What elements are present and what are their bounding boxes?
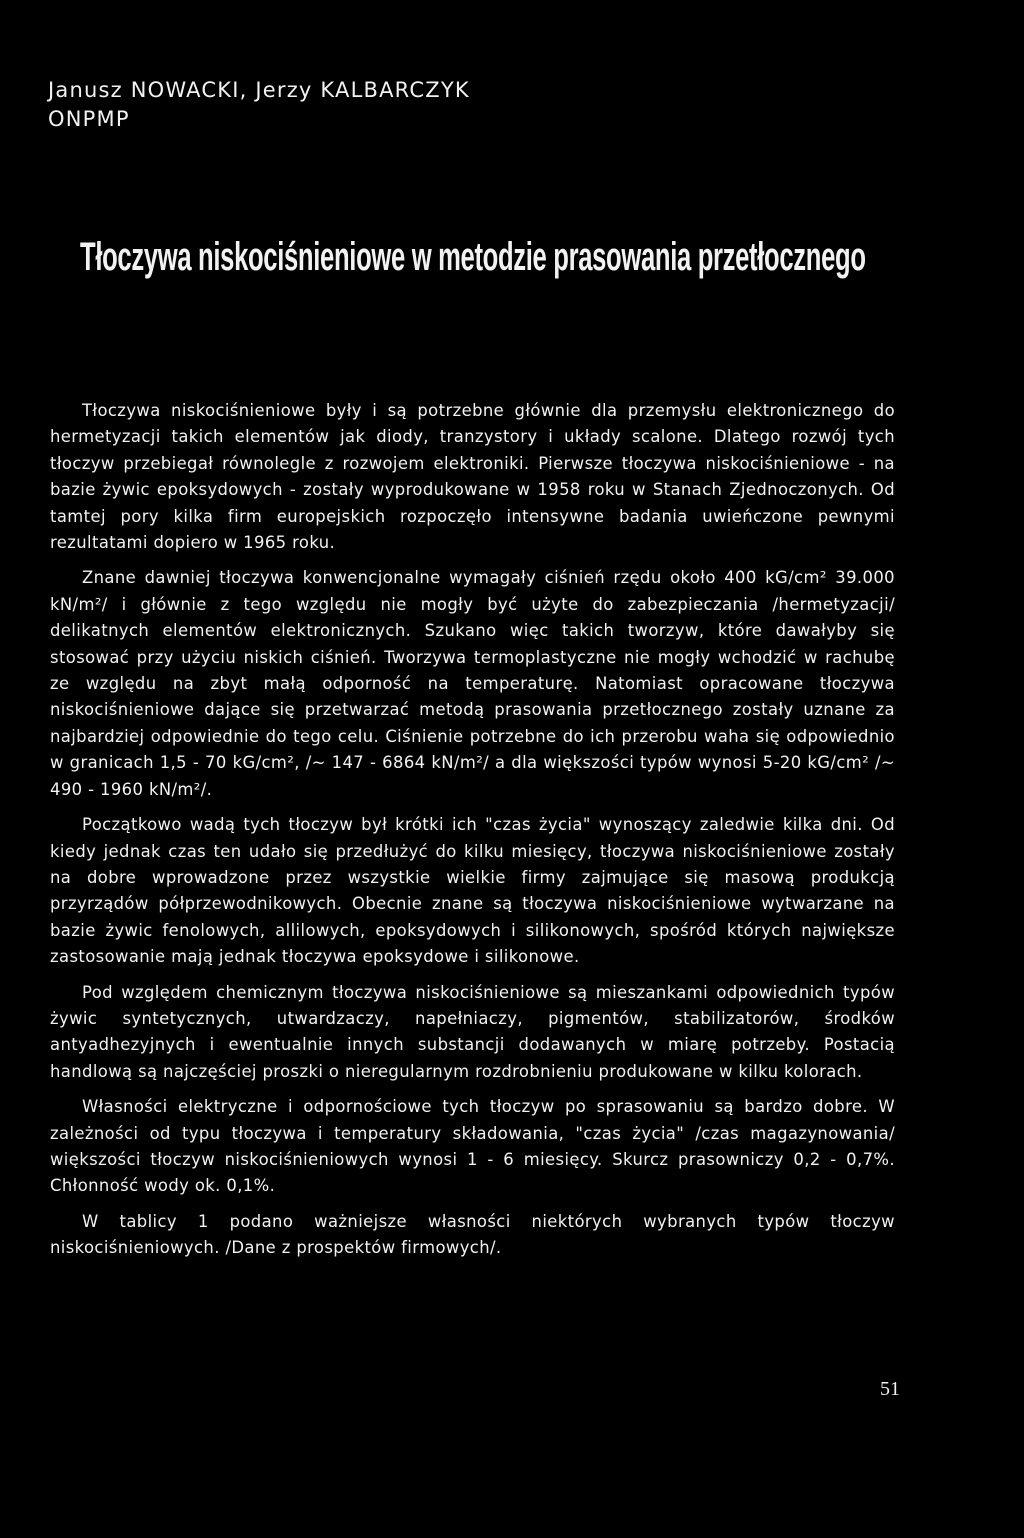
paragraph-pressure: Znane dawniej tłoczywa konwencjonalne wymagały ciśnień rzędu około 400 kG/cm² 39.000 kN/m²/ i głównie z tego względu nie mogły być użyte do zabezpieczania /hermetyzacji/ delikatnych elementów elektronicznych. Szukano więc takich tworzyw, które dawałyby się stosować przy użyciu niskich ciśnień. Tworzywa termoplastyczne nie mogły wchodzić w rachubę ze względu na zbyt małą odporność na temperaturę. Natomiast opracowane tłoczywa niskociśnieniowe dające się przetwarzać metodą prasowania przetłocznego zostały uznane za najbardziej odpowiednie do tego celu. Ciśnienie potrzebne do ich przerobu waha się odpowiednio w granicach 1,5 - 70 kG/cm², /~ 147 - 6864 kN/m²/ a dla większości typów wynosi 5-20 kG/cm² /~ 490 - 1960 kN/m²/.: [50, 568, 895, 799]
page-number: 51: [880, 1378, 900, 1400]
affiliation-line: ONPMP: [48, 107, 130, 131]
paragraph-properties: Własności elektryczne i odpornościowe tych tłoczyw po sprasowaniu są bardzo dobre. W zależności od typu tłoczywa i temperatury składowania, "czas życia" /czas magazynowania/ większości tłoczyw niskociśnieniowych wynosi 1 - 6 miesięcy. Skurcz prasowniczy 0,2 - 0,7%. Chłonność wody ok. 0,1%.: [50, 1097, 895, 1196]
authors-line: Janusz NOWACKI, Jerzy KALBARCZYK: [48, 78, 470, 102]
article-title: Tłoczywa niskociśnieniowe w metodzie prasowania przetłocznego: [80, 235, 866, 279]
paragraph-lifetime: Początkowo wadą tych tłoczyw był krótki ich "czas życia" wynoszący zaledwie kilka dni. Od kiedy jednak czas ten udało się przedłużyć do kilku miesięcy, tłoczywa niskociśnieniowe zostały na dobre wprowadzone przez wszystkie wielkie firmy zajmujące się masową produkcją przyrządów półprzewodnikowych. Obecnie znane są tłoczywa niskociśnieniowe wytwarzane na bazie żywic fenolowych, allilowych, epoksydowych i silikonowych, spośród których największe zastosowanie mają jednak tłoczywa epoksydowe i silikonowe.: [50, 815, 895, 967]
paragraph-composition: Pod względem chemicznym tłoczywa niskociśnieniowe są mieszankami odpowiednich typów żywic syntetycznych, utwardzaczy, napełniaczy, pigmentów, stabilizatorów, środków antyadhezyjnych i ewentualnie innych substancji dodawanych w miarę potrzeby. Postacią handlową są najczęściej proszki o nieregularnym rozdrobnieniu produkowane w kilku kolorach.: [50, 982, 895, 1081]
article-body: [50, 398, 895, 1271]
paragraph-table-reference: W tablicy 1 podano ważniejsze własności niektórych wybranych typów tłoczyw niskociśnieniowych. /Dane z prospektów firmowych/.: [50, 1211, 895, 1258]
paragraph-intro: Tłoczywa niskociśnieniowe były i są potrzebne głównie dla przemysłu elektronicznego do hermetyzacji takich elementów jak diody, tranzystory i układy scalone. Dlatego rozwój tych tłoczyw przebiegał równolegle z rozwojem elektroniki. Pierwsze tłoczywa niskociśnieniowe - na bazie żywic epoksydowych - zostały wyprodukowane w 1958 roku w Stanach Zjednoczonych. Od tamtej pory kilka firm europejskich rozpoczęło intensywne badania uwieńczone pewnymi rezultatami dopiero w 1965 roku.: [50, 401, 895, 553]
